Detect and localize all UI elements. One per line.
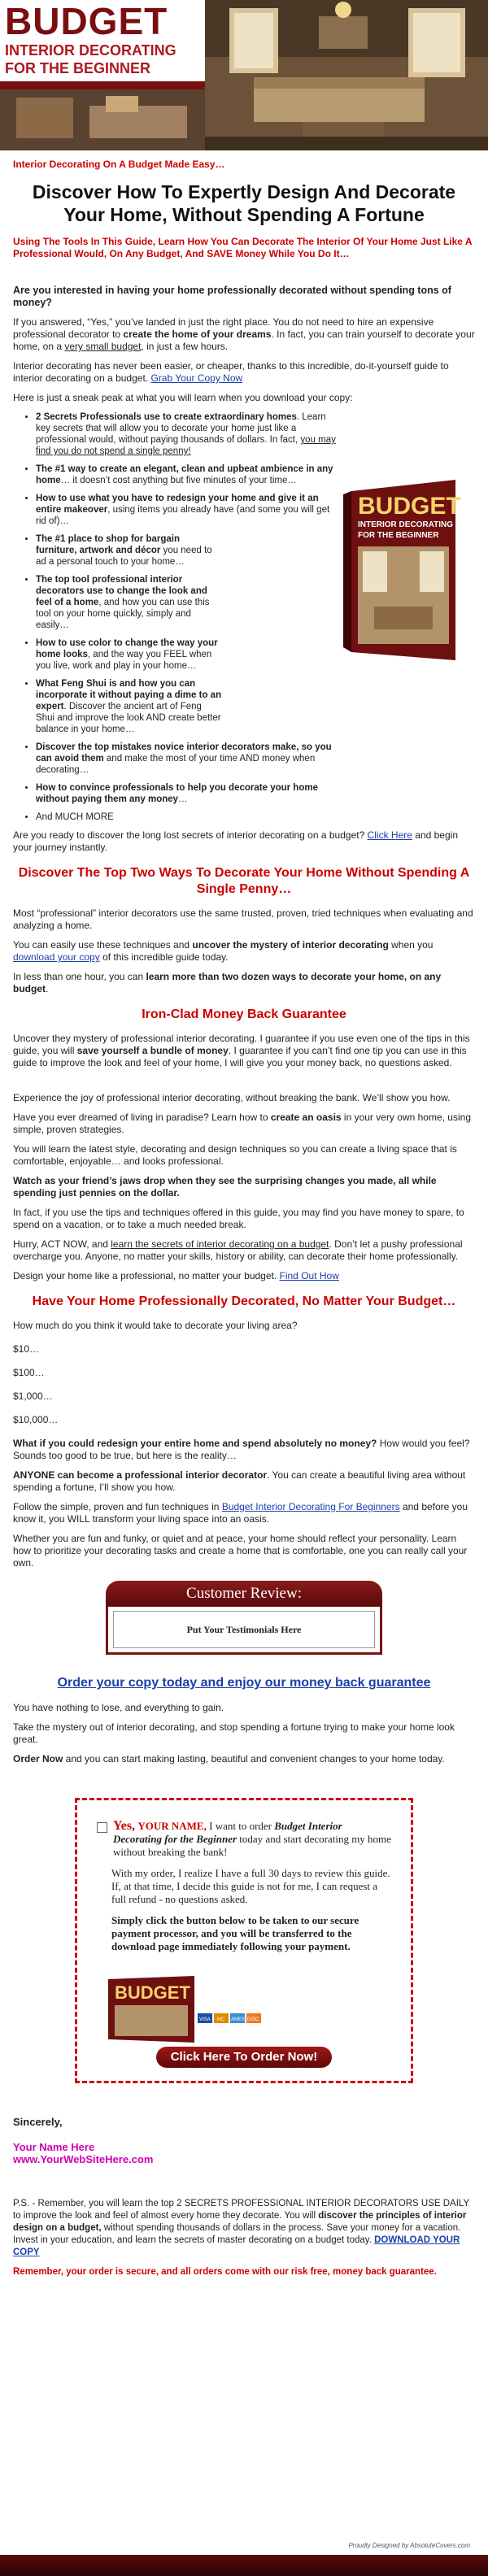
book-cover-line2: FOR THE BEGINNER <box>358 531 439 540</box>
text: of this incredible guide today. <box>99 951 229 963</box>
text-underline: learn the secrets of interior decorating on a budget <box>111 1238 329 1250</box>
room-photo <box>205 0 488 150</box>
header-banner <box>0 0 488 150</box>
benefit-bold: 2 Secrets Professionals use to create extraordinary homes <box>36 412 297 422</box>
signature-website: www.YourWebSiteHere.com <box>13 2153 154 2165</box>
benefit-bold: How to use what you have to redesign your home and give it an entire makeover <box>36 494 319 515</box>
text-bold: create an oasis <box>270 1112 342 1123</box>
tagline: Interior Decorating On A Budget Made Easy… <box>13 159 225 170</box>
no-matter-paragraph-3 <box>13 1501 475 1525</box>
price-option: $100… <box>13 1367 45 1378</box>
card-logo-mastercard: MC <box>217 2017 225 2022</box>
benefit-bold: The top tool professional interior decorators use to change the look and feel of a home <box>36 575 207 607</box>
benefit-bold: Discover the top mistakes novice interior decorators make, so you can avoid them <box>36 742 332 764</box>
section-heading-no-matter-budget: Have Your Home Professionally Decorated, No Matter Your Budget… <box>32 1295 456 1308</box>
benefit-text: . Learn key secrets that will allow you to decorate your home just like a professional would, without paying thousands of dollars. In fact, <box>36 412 326 445</box>
download-copy-link[interactable]: download your copy <box>13 951 100 963</box>
order-headline-link[interactable]: Order your copy today and enjoy our money back guarantee <box>57 1676 431 1690</box>
text-bold: ANYONE can become a professional interior decorator <box>13 1469 268 1481</box>
guide-intro-paragraph <box>13 360 475 385</box>
order-cover-title: BUDGET <box>115 1982 190 2003</box>
text: You can easily use these techniques and <box>13 939 193 951</box>
order-yes-text <box>113 1820 391 1859</box>
two-ways-paragraph-1: Most “professional” interior decorators use the same trusted, proven, tried techniques when evaluating and analyzing a home. <box>13 907 473 931</box>
price-option: $10… <box>13 1343 40 1355</box>
order-paragraph-2: Take the mystery out of interior decorating, and stop spending a fortune trying to make your home look great. <box>13 1721 455 1745</box>
body-paragraph-3: You will learn the latest style, decorating and design techniques so you can create a living space that is comfortable, enjoyable… and looks professional. <box>13 1143 457 1167</box>
text: If you answered, “Yes,” you’ve landed in just the right place. You do not need to hire an expensive professional decorator to <box>13 316 434 340</box>
benefit-text: , using items you already have (and some you will get rid of)… <box>36 505 330 526</box>
body-paragraph-4: Watch as your friend’s jaws drop when they see the surprising changes you made, all while spending just pennies on the dollar. <box>13 1175 437 1199</box>
benefit-text: , and the way you FEEL when you live, work and play in your home… <box>36 650 212 671</box>
price-option: $10,000… <box>13 1414 59 1425</box>
text-bold: create the home of your dreams <box>123 329 272 340</box>
benefit-text: you need to ad a personal touch to your home… <box>36 546 212 567</box>
text-bold: Order Now <box>13 1753 63 1764</box>
click-here-link[interactable]: Click Here <box>367 829 412 841</box>
book-cover-line1: INTERIOR DECORATING <box>358 520 454 529</box>
text: and before you know it, you WILL transform your living space into an oasis. <box>13 1501 468 1525</box>
buyer-name: YOUR NAME, <box>137 1820 207 1832</box>
testimonial-placeholder: Put Your Testimonials Here <box>113 1611 375 1648</box>
logo-title: BUDGET <box>5 0 168 42</box>
opening-question: Are you interested in having your home professionally decorated without spending tons of money? <box>13 285 451 308</box>
two-ways-paragraph-3 <box>13 971 475 995</box>
text: I want to order <box>206 1820 275 1832</box>
grab-copy-link[interactable]: Grab Your Copy Now <box>150 372 243 384</box>
benefit-item <box>36 574 223 631</box>
download-your-copy-link[interactable]: DOWNLOAD YOUR COPY <box>13 2235 460 2257</box>
living-area-question: How much do you think it would take to decorate your living area? <box>13 1320 298 1331</box>
sign-off: Sincerely, <box>13 2116 63 2128</box>
text: . I guarantee if you can’t find one tip you can use in this guide to improve the look and feel of your home, I will give you your money back, no questions asked. <box>13 1045 467 1068</box>
benefits-section <box>13 411 475 823</box>
order-statement <box>97 1820 391 1867</box>
ready-paragraph <box>13 829 475 854</box>
text: and begin your journey instantly. <box>13 829 458 853</box>
benefit-underline: you may find you do not spend a single penny! <box>36 435 336 456</box>
text-underline: very small budget <box>64 341 142 352</box>
text: in your very own home, using simple, proven strategies. <box>13 1112 471 1135</box>
order-checkbox[interactable] <box>97 1822 107 1833</box>
text: Follow the simple, proven and fun techniques in <box>13 1501 222 1512</box>
card-logo-amex: AMEX <box>231 2017 246 2022</box>
testimonial-box <box>106 1581 382 1655</box>
benefit-text: , and how you can use this tool on your home quickly, simply and easily… <box>36 598 210 630</box>
benefit-item <box>36 493 337 527</box>
body-paragraph-2 <box>13 1112 475 1136</box>
benefit-bold: The #1 way to create an elegant, clean and upbeat ambience in any home <box>36 464 333 485</box>
product-name: Budget Interior Decorating for the Beginner <box>113 1820 342 1845</box>
no-matter-paragraph-4: Whether you are fun and funky, or quiet and at peace, your home should reflect your personality. Learn how to prioritize your decorating tasks and create a home that is comfortable, one you can really call your own. <box>13 1533 468 1569</box>
benefit-item <box>36 637 223 672</box>
text: , in just a few hours. <box>141 341 229 352</box>
text: Hurry, ACT NOW, and <box>13 1238 111 1250</box>
section-heading-two-ways: Discover The Top Two Ways To Decorate Your Home Without Spending A Single Penny… <box>18 866 470 896</box>
text-bold: discover the principles of interior design on a budget, <box>13 2211 467 2233</box>
text-bold: learn more than two dozen ways to decorate your home, on any budget <box>13 971 442 994</box>
signature-name: Your Name Here <box>13 2141 95 2153</box>
benefit-item <box>36 678 223 735</box>
product-book-image <box>342 476 462 664</box>
footer <box>0 2537 488 2576</box>
order-paragraph-1: You have nothing to lose, and everything to gain. <box>13 1702 224 1713</box>
order-now-button[interactable]: Click Here To Order Now! <box>156 2047 332 2068</box>
text: Design your home like a professional, no matter your budget. <box>13 1270 280 1281</box>
book-cover-title: BUDGET <box>358 493 461 520</box>
benefit-item <box>36 533 223 568</box>
product-name-link[interactable]: Budget Interior Decorating For Beginners <box>221 1501 400 1512</box>
body-paragraph-6 <box>13 1238 475 1263</box>
benefit-item <box>36 463 337 486</box>
no-matter-paragraph-1 <box>13 1438 475 1462</box>
opening-paragraph <box>13 316 475 353</box>
testimonial-body <box>106 1607 382 1655</box>
text-bold: save yourself a bundle of money <box>76 1045 229 1056</box>
main-headline: Discover How To Expertly Design And Decorate Your Home, Without Spending A Fortune <box>32 181 456 225</box>
order-product-image <box>97 1976 268 2043</box>
benefit-text: . Discover the ancient art of Feng Shui and improve the look AND create better balance in your home… <box>36 702 221 734</box>
text-bold: uncover the mystery of interior decorating <box>192 939 389 951</box>
body-paragraph-7 <box>13 1270 475 1282</box>
text: How would you feel? Sounds too good to be true, but here is the reality… <box>13 1438 470 1461</box>
section-heading-guarantee: Iron-Clad Money Back Guarantee <box>142 1007 346 1021</box>
no-matter-paragraph-2 <box>13 1469 475 1494</box>
order-instructions: Simply click the button below to be taken to our secure payment processor, and you will be transferred to the download page immediately following your payment. <box>111 1914 359 1952</box>
text: Uncover they mystery of professional interior decorating. I guarantee if you use even one of the tips in this guide, you will <box>13 1033 470 1056</box>
logo-subtitle-line2: FOR THE BEGINNER <box>5 60 151 76</box>
card-logo-discover: DISC <box>247 2017 259 2022</box>
text: . <box>46 983 49 994</box>
yes-label: Yes, <box>113 1819 136 1833</box>
benefit-bold: How to use color to change the way your home looks <box>36 638 218 659</box>
card-logo-visa: VISA <box>199 2017 211 2022</box>
subheadline: Using The Tools In This Guide, Learn How You Can Decorate The Interior Of Your Home Just Like A Professional Would, On Any Budget, And SAVE Money While You Do It… <box>13 236 473 259</box>
body-paragraph-1: Experience the joy of professional interior decorating, without breaking the bank. We’ll show you how. <box>13 1092 451 1103</box>
benefit-item <box>36 411 337 457</box>
header-lower-photo <box>0 81 205 150</box>
text: Have you ever dreamed of living in paradise? Learn how to <box>13 1112 271 1123</box>
benefit-bold: The #1 place to shop for bargain furniture, artwork and décor <box>36 534 181 555</box>
text-bold: What if you could redesign your entire home and spend absolutely no money? <box>13 1438 377 1449</box>
text: when you <box>388 939 434 951</box>
text: without spending thousands of dollars in the process. Save your money for a vacation. Invest in your education, and learn the secrets of master decorating on a budget today. <box>13 2223 461 2245</box>
text: . In fact, you can train yourself to decorate your home, on a <box>13 329 475 352</box>
benefit-text: … it doesn’t cost anything but five minutes of your time… <box>60 476 297 485</box>
sales-letter <box>0 150 488 2286</box>
benefit-item <box>36 782 337 805</box>
body-paragraph-5: In fact, if you use the tips and techniques offered in this guide, you may find you have money to spare, to spend on a vacation, or to take a much needed break. <box>13 1207 464 1230</box>
benefit-item <box>36 742 337 776</box>
price-option: $1,000… <box>13 1390 53 1402</box>
order-paragraph-3 <box>13 1753 475 1765</box>
footer-credit: Proudly Designed by AbsoluteCovers.com <box>348 2542 470 2549</box>
risk-free-guarantee: Remember, your order is secure, and all orders come with our risk free, money back guarantee. <box>13 2267 437 2277</box>
order-refund-text: With my order, I realize I have a full 30 days to review this guide. If, at that time, I decide this guide is not for me, I can request a full refund - no questions asked. <box>111 1867 390 1905</box>
text: . Don’t let a pushy professional overcharge you. Anyone, no matter your skills, history or ability, can decorate their home professionally. <box>13 1238 463 1262</box>
benefit-text: and make the most of your time AND money when decorating… <box>36 754 316 775</box>
find-out-how-link[interactable]: Find Out How <box>279 1270 339 1281</box>
postscript-paragraph <box>13 2198 475 2259</box>
postscript <box>13 2198 475 2278</box>
testimonial-heading: Customer Review: <box>106 1581 382 1607</box>
text: today and start decorating my home without breaking the bank! <box>113 1833 391 1858</box>
benefit-bold: What Feng Shui is and how you can incorporate it without paying a dime to an expert <box>36 679 222 711</box>
text: . You can create a beautiful living area without spending a fortune, I’ll show you how. <box>13 1469 466 1493</box>
benefits-list <box>13 411 337 823</box>
two-ways-paragraph-2 <box>13 939 475 964</box>
text: Are you ready to discover the long lost secrets of interior decorating on a budget? <box>13 829 368 841</box>
benefit-bold: How to convince professionals to help you decorate your home without paying them any money <box>36 783 318 804</box>
benefit-text: And MUCH MORE <box>36 812 114 822</box>
text: P.S. - Remember, you will learn the top 2 SECRETS PROFESSIONAL INTERIOR DECORATORS USE DAILY to improve the look and feel of almost every home they decorate. You will <box>13 2199 469 2221</box>
text: Interior decorating has never been easier, or cheaper, thanks to this incredible, do-it-yourself guide to interior decorating on a budget. <box>13 360 449 384</box>
logo-subtitle-line1: INTERIOR DECORATING <box>5 42 176 59</box>
guarantee-paragraph <box>13 1033 475 1069</box>
text: In less than one hour, you can <box>13 971 146 982</box>
sneak-peek-intro: Here is just a sneak peak at what you will learn when you download your copy: <box>13 392 353 403</box>
text: and you can start making lasting, beautiful and convenient changes to your home today. <box>63 1753 445 1764</box>
footer-bar <box>0 2555 488 2576</box>
order-box <box>75 1798 413 2083</box>
logo <box>0 0 205 81</box>
benefit-item <box>36 812 337 823</box>
benefit-text: … <box>178 794 188 804</box>
